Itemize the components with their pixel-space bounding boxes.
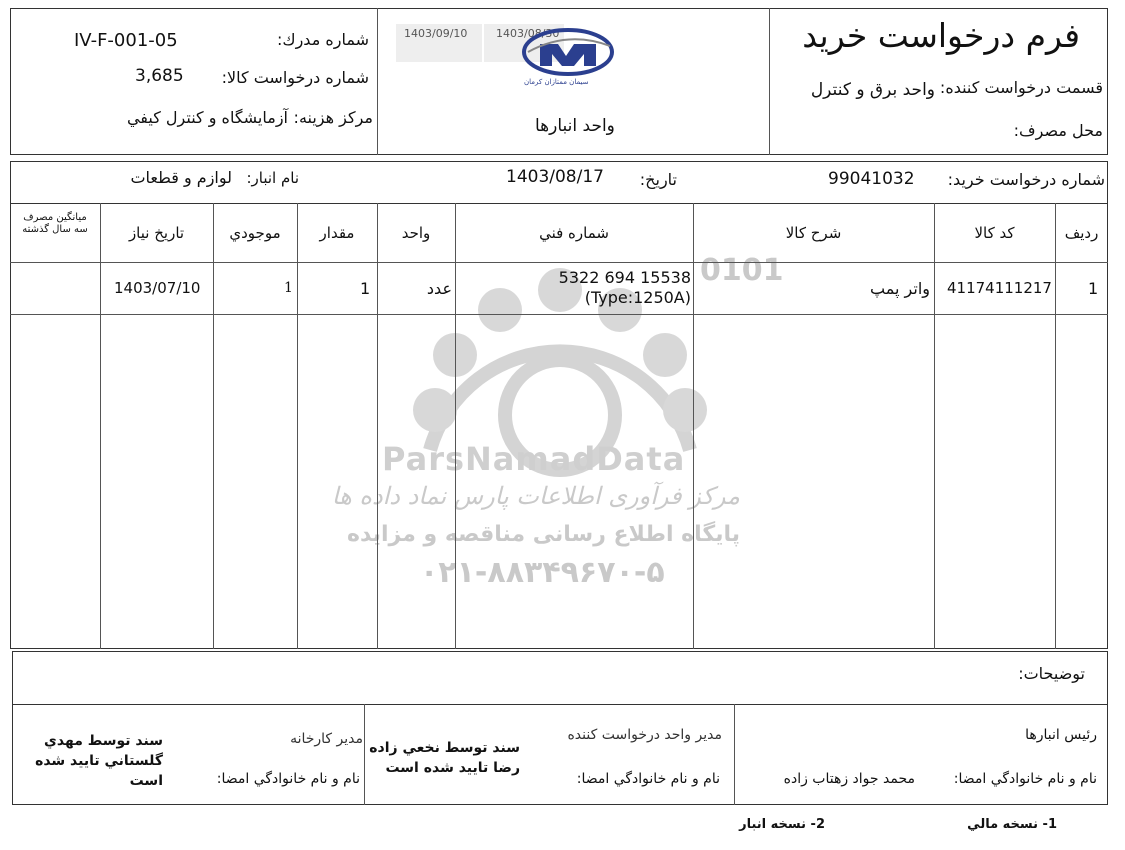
- col-header-code: كد كالا: [974, 224, 1015, 242]
- factory-manager-approval-line1: سند توسط مهدي: [44, 733, 163, 749]
- goods-req-value: 3,685: [135, 66, 184, 86]
- col-header-stock: موجودي: [229, 224, 281, 242]
- warehouse-label: نام انبار:: [246, 169, 299, 187]
- warehouse-value: لوازم و قطعات: [130, 168, 232, 187]
- date-value: 1403/08/17: [506, 167, 604, 187]
- goods-req-label: شماره درخواست كالا:: [221, 68, 369, 87]
- factory-manager-approval-line3: است: [129, 773, 163, 789]
- factory-manager-title: مدير كارخانه: [290, 731, 363, 747]
- consumption-place-label: محل مصرف:: [1013, 121, 1103, 140]
- date-tab-2: 1403/09/10: [396, 24, 482, 62]
- cell-need-date: 1403/07/10: [114, 279, 201, 297]
- req-manager-approval: [369, 738, 520, 778]
- cell-stock: 1: [284, 280, 293, 296]
- col-header-need-date: تاريخ نياز: [128, 224, 185, 242]
- factory-manager-sign-label: نام و نام خانوادگي امضا:: [216, 771, 360, 787]
- signatures-box: [12, 704, 1108, 805]
- requesting-dept-label: قسمت درخواست كننده:: [939, 78, 1103, 97]
- cell-code: 41174111217: [947, 279, 1052, 297]
- purchase-req-label: شماره درخواست خريد:: [947, 170, 1105, 189]
- col-header-unit: واحد: [401, 224, 431, 242]
- req-manager-sign-label: نام و نام خانوادگي امضا:: [576, 771, 720, 787]
- notes-label: توضيحات:: [1018, 664, 1085, 683]
- wh-head-name: محمد جواد زهتاب زاده: [783, 771, 915, 787]
- copy-1: 1- نسخه مالي: [967, 817, 1057, 832]
- factory-manager-approval-line2: گلستاني تاييد شده: [35, 753, 163, 769]
- col-header-avg-line1: ميانگين مصرف: [23, 212, 87, 223]
- notes-box: [12, 651, 1108, 706]
- col-header-avg: [10, 207, 100, 241]
- company-logo: [518, 22, 618, 92]
- cell-tech: [559, 262, 691, 314]
- cell-tech-line2: (Type:1250A): [584, 288, 691, 307]
- doc-no-value: IV-F-001-05: [74, 30, 178, 51]
- req-manager-title: مدير واحد درخواست كننده: [567, 727, 722, 743]
- cell-qty: 1: [360, 278, 371, 298]
- purchase-req-value: 99041032: [828, 169, 915, 189]
- col-header-tech: شماره فني: [539, 224, 609, 242]
- wh-head-sign-label: نام و نام خانوادگي امضا:: [953, 771, 1097, 787]
- company-logo-icon: [518, 22, 618, 82]
- doc-no-label: شماره مدرك:: [277, 30, 369, 49]
- watermark-line-1: مرکز فرآوری اطلاعات پارس نماد داده ها: [331, 482, 740, 510]
- cell-unit: عدد: [426, 278, 452, 298]
- col-header-qty: مقدار: [319, 224, 355, 242]
- date-label: تاريخ:: [639, 170, 677, 189]
- watermark-binary: 0101: [700, 253, 784, 288]
- logo-caption: سیمان ممتازان کرمان: [524, 78, 589, 86]
- cell-desc: واتر پمپ: [870, 278, 930, 298]
- req-manager-approval-line2: رضا تاييد شده است: [385, 760, 520, 776]
- warehouse-unit: واحد انبارها: [535, 116, 615, 136]
- col-header-row: رديف: [1064, 224, 1099, 242]
- form-title: فرم درخواست خريد: [802, 16, 1080, 55]
- watermark-phone: ۰۲۱-۸۸۳۴۹۶۷۰-۵: [420, 555, 665, 590]
- cost-center-value: آزمايشگاه و كنترل كيفي: [126, 108, 288, 127]
- wh-head-title: رئيس انبارها: [1025, 727, 1097, 743]
- col-header-desc: شرح كالا: [785, 224, 842, 242]
- requesting-dept-value: واحد برق و كنترل: [810, 80, 935, 100]
- watermark-brand: ParsNamadData: [382, 440, 686, 478]
- col-header-avg-line2: سه سال گذشته: [22, 224, 88, 235]
- req-manager-approval-line1: سند توسط نخعي زاده: [369, 740, 520, 756]
- cost-center-label: مركز هزينه:: [293, 108, 373, 127]
- factory-manager-approval: [35, 731, 163, 791]
- date-tab-1: 1403/08/30: [484, 24, 564, 62]
- cell-row: 1: [1088, 278, 1099, 298]
- copy-2: 2- نسخه انبار: [739, 817, 825, 832]
- watermark-line-2: پایگاه اطلاع رسانی مناقصه و مزایده: [347, 522, 740, 547]
- cell-tech-line1: 5322 694 15538: [558, 268, 691, 287]
